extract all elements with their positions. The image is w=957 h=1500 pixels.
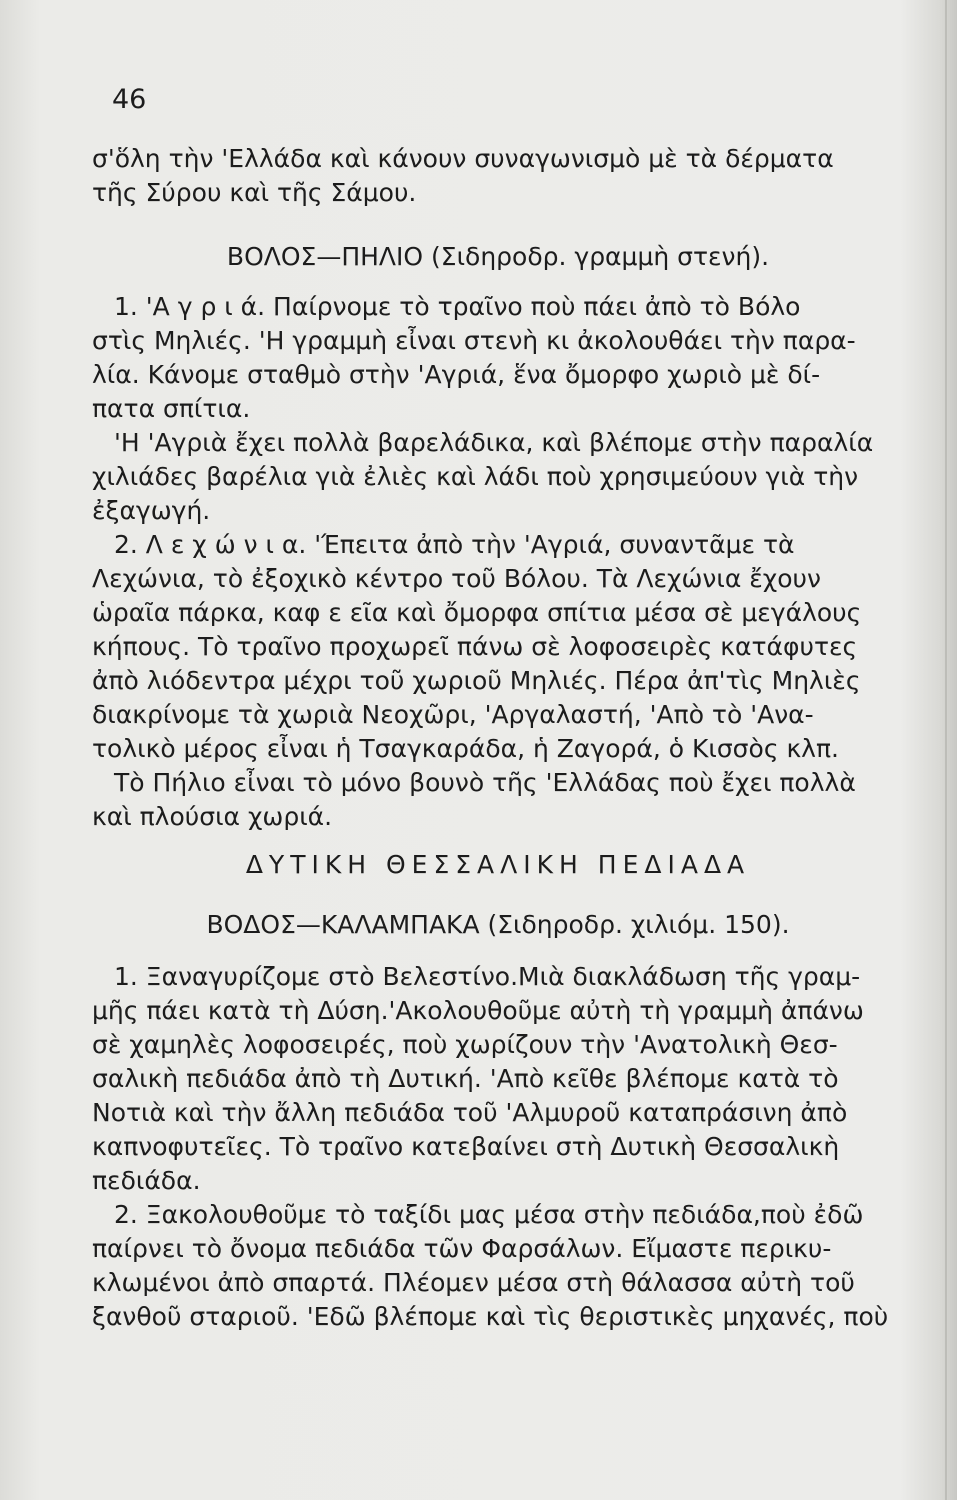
text-line: ὡραῖα πάρκα, καφ ε εῖα καὶ ὄμορφα σπίτια μέσα σὲ μεγάλους (92, 598, 862, 627)
text-line: σὲ χαμηλὲς λοφοσειρές, ποὺ χωρίζουν τὴν 'Ανατολικὴ Θεσ- (92, 1030, 838, 1059)
section-heading-volos-pilio: ΒΟΛΟΣ—ΠΗΛΙΟ (Σιδηροδρ. γραμμὴ στενή). (226, 242, 770, 271)
text-line: κήπους. Τὸ τραῖνο προχωρεῖ πάνω σὲ λοφοσειρὲς κατάφυτες (92, 632, 858, 661)
text-line: Λεχώνια, τὸ ἐξοχικὸ κέντρο τοῦ Βόλου. Τὰ Λεχώνια ἔχουν (92, 564, 821, 593)
region-heading: ΔΥΤΙΚΗ ΘΕΣΣΑΛΙΚΗ ΠΕΔΙΑΔΑ (245, 850, 751, 879)
text-line: πεδιάδα. (92, 1166, 201, 1195)
text-line: Τὸ Πήλιο εἶναι τὸ μόνο βουνὸ τῆς 'Ελλάδας ποὺ ἔχει πολλὰ (114, 768, 856, 797)
text-line: ξανθοῦ σταριοῦ. 'Εδῶ βλέπομε καὶ τὶς θεριστικὲς μηχανές, ποὺ (92, 1302, 889, 1331)
text-line: λία. Κάνομε σταθμὸ στὴν 'Αγριά, ἕνα ὄμορφο χωριὸ μὲ δί- (92, 360, 821, 389)
text-line: κλωμένοι ἀπὸ σπαρτά. Πλέομεν μέσα στὴ θάλασσα αὐτὴ τοῦ (92, 1268, 855, 1297)
text-line: τολικὸ μέρος εἶναι ἡ Τσαγκαράδα, ἡ Ζαγορά, ὁ Κισσὸς κλπ. (92, 734, 839, 763)
section-heading-volos-kalampaka: ΒΟΔΟΣ—ΚΑΛΑΜΠΑΚΑ (Σιδηροδρ. χιλιόμ. 150). (206, 910, 790, 939)
text-line: παίρνει τὸ ὄνομα πεδιάδα τῶν Φαρσάλων. Εἴμαστε περικυ- (92, 1234, 832, 1263)
text-line: ἐξαγωγή. (92, 496, 211, 525)
text-line: στὶς Μηλιές. 'Η γραμμὴ εἶναι στενὴ κι ἀκολουθάει τὴν παρα- (92, 326, 856, 355)
section2-body (92, 960, 904, 1334)
text-line: 1. 'Α γ ρ ι ά. Παίρνομε τὸ τραῖνο ποὺ πάει ἀπὸ τὸ Βόλο (114, 292, 801, 321)
text-line: μῆς πάει κατὰ τὴ Δύση.'Ακολουθοῦμε αὐτὴ τὴ γραμμὴ ἀπάνω (92, 996, 864, 1025)
text-line: 'Η 'Αγριὰ ἔχει πολλὰ βαρελάδικα, καὶ βλέπομε στὴν παραλία (114, 428, 874, 457)
page-number: 46 (112, 84, 147, 115)
text-line: Νοτιὰ καὶ τὴν ἄλλη πεδιάδα τοῦ 'Αλμυροῦ καταπράσινη ἀπὸ (92, 1098, 848, 1127)
text-line: διακρίνομε τὰ χωριὰ Νεοχῶρι, 'Αργαλαστή, 'Απὸ τὸ 'Ανα- (92, 700, 814, 729)
intro-paragraph (92, 142, 904, 210)
section1-body (92, 290, 904, 834)
text-line: ἀπὸ λιόδεντρα μέχρι τοῦ χωριοῦ Μηλιές. Πέρα ἀπ'τὶς Μηλιὲς (92, 666, 861, 695)
text-line: σ'ὅλη τὴν 'Ελλάδα καὶ κάνουν συναγωνισμὸ μὲ τὰ δέρματα (92, 144, 834, 173)
text-line: 1. Ξαναγυρίζομε στὸ Βελεστίνο.Μιὰ διακλάδωση τῆς γραμ- (114, 962, 861, 991)
page-edge (945, 0, 947, 1500)
text-line: 2. Ξακολουθοῦμε τὸ ταξίδι μας μέσα στὴν πεδιάδα,ποὺ ἐδῶ (114, 1200, 864, 1229)
text-line: σαλικὴ πεδιάδα ἀπὸ τὴ Δυτική. 'Απὸ κεῖθε βλέπομε κατὰ τὸ (92, 1064, 839, 1093)
text-line: καπνοφυτεῖες. Τὸ τραῖνο κατεβαίνει στὴ Δυτικὴ Θεσσαλικὴ (92, 1132, 840, 1161)
text-line: χιλιάδες βαρέλια γιὰ ἐλιὲς καὶ λάδι ποὺ χρησιμεύουν γιὰ τὴν (92, 462, 859, 491)
text-line: τῆς Σύρου καὶ τῆς Σάμου. (92, 178, 417, 207)
text-line: 2. Λ ε χ ώ ν ι α. 'Έπειτα ἀπὸ τὴν 'Αγριά, συναντᾶμε τὰ (114, 530, 795, 559)
text-line: καὶ πλούσια χωριά. (92, 802, 333, 831)
text-line: πατα σπίτια. (92, 394, 251, 423)
